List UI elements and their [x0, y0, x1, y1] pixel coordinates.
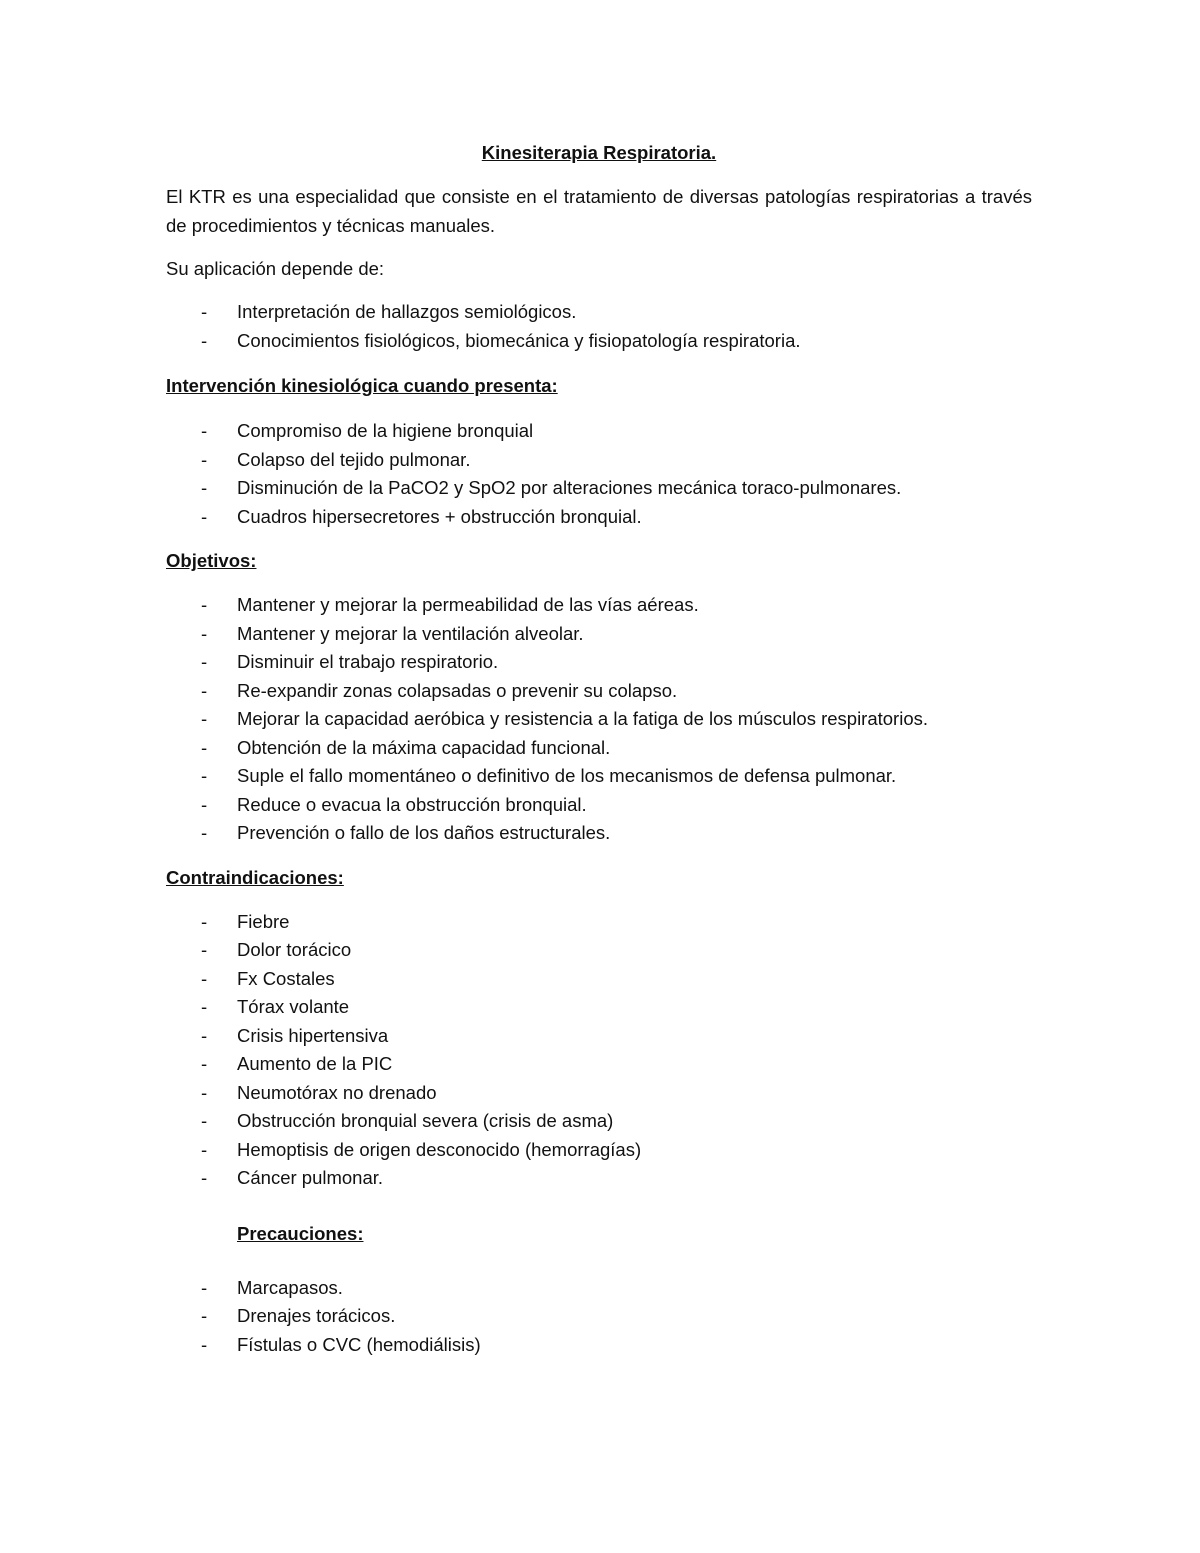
document-title: Kinesiterapia Respiratoria.: [481, 142, 717, 163]
list-item: [166, 417, 1032, 446]
dash-bullet: -: [201, 1110, 208, 1131]
dash-bullet: -: [201, 1276, 208, 1298]
list-item: [166, 327, 1032, 356]
list-item-text: Cáncer pulmonar.: [237, 1167, 384, 1188]
dash-bullet: -: [201, 939, 208, 960]
list-item-text: Mejorar la capacidad aeróbica y resistencia a la fatiga de los músculos respiratorios.: [237, 708, 929, 729]
dash-bullet: -: [201, 477, 208, 498]
dash-bullet: -: [201, 594, 208, 615]
list-item: [166, 1164, 1032, 1193]
document-page: [166, 138, 1032, 1359]
list-item-text: Interpretación de hallazgos semiológicos.: [237, 301, 577, 322]
list-item-text: Re-expandir zonas colapsadas o prevenir su colapso.: [237, 679, 678, 701]
list-item: [166, 993, 1032, 1022]
list-item-text: Drenajes torácicos.: [237, 1305, 396, 1326]
dash-bullet: -: [201, 505, 208, 527]
dash-bullet: -: [201, 301, 208, 322]
application-list: [166, 298, 1032, 355]
list-item: [166, 1022, 1032, 1051]
list-item-text: Dolor torácico: [237, 939, 352, 960]
list-item: [166, 298, 1032, 327]
dash-bullet: -: [201, 1138, 208, 1160]
list-item-text: Reduce o evacua la obstrucción bronquial.: [237, 793, 587, 815]
list-item: [166, 908, 1032, 937]
list-item: [166, 762, 1032, 791]
list-item: [166, 591, 1032, 620]
list-item: [166, 677, 1032, 706]
list-item-text: Compromiso de la higiene bronquial: [237, 420, 534, 441]
objectives-list: [166, 591, 1032, 848]
objectives-heading: Objetivos:: [166, 550, 257, 571]
list-item: [166, 936, 1032, 965]
precautions-heading: Precauciones:: [237, 1222, 364, 1244]
list-item-text: Prevención o fallo de los daños estructurales.: [237, 822, 611, 843]
list-item-text: Suple el fallo momentáneo o definitivo de los mecanismos de defensa pulmonar.: [237, 765, 897, 786]
list-item: [166, 791, 1032, 820]
list-item-text: Fiebre: [237, 910, 290, 932]
dash-bullet: -: [201, 910, 208, 932]
list-item: [166, 446, 1032, 475]
list-item-text: Obtención de la máxima capacidad funcional.: [237, 736, 611, 758]
intervention-heading: Intervención kinesiológica cuando presenta:: [166, 375, 558, 396]
precautions-list: [166, 1274, 1032, 1360]
dash-bullet: -: [201, 622, 208, 644]
dash-bullet: -: [201, 1305, 208, 1326]
dash-bullet: -: [201, 329, 208, 351]
list-item: [166, 1050, 1032, 1079]
list-item-text: Mantener y mejorar la permeabilidad de las vías aéreas.: [237, 594, 699, 615]
list-item-text: Tórax volante: [237, 996, 350, 1017]
contraindications-list: [166, 908, 1032, 1193]
list-item-text: Disminuir el trabajo respiratorio.: [237, 651, 499, 672]
list-item: [166, 474, 1032, 503]
dash-bullet: -: [201, 793, 208, 815]
dash-bullet: -: [201, 967, 208, 989]
list-item: [166, 620, 1032, 649]
dash-bullet: -: [201, 420, 208, 441]
list-item: [166, 705, 1032, 734]
list-item-text: Neumotórax no drenado: [237, 1081, 437, 1103]
list-item-text: Aumento de la PIC: [237, 1053, 393, 1074]
list-item: [166, 1079, 1032, 1108]
dash-bullet: -: [201, 765, 208, 786]
dash-bullet: -: [201, 708, 208, 729]
intervention-list: [166, 417, 1032, 531]
dash-bullet: -: [201, 1167, 208, 1188]
list-item-text: Disminución de la PaCO2 y SpO2 por alteraciones mecánica toraco-pulmonares.: [237, 477, 902, 498]
list-item: [166, 734, 1032, 763]
list-item: [166, 648, 1032, 677]
dash-bullet: -: [201, 822, 208, 843]
list-item: [166, 1136, 1032, 1165]
list-item-text: Mantener y mejorar la ventilación alveolar.: [237, 622, 584, 644]
list-item: [166, 1107, 1032, 1136]
list-item-text: Crisis hipertensiva: [237, 1024, 389, 1046]
list-item-text: Colapso del tejido pulmonar.: [237, 448, 471, 470]
list-item-text: Cuadros hipersecretores + obstrucción bronquial.: [237, 505, 642, 527]
list-item-text: Fístulas o CVC (hemodiálisis): [237, 1333, 481, 1355]
list-item: [166, 1274, 1032, 1303]
list-item: [166, 503, 1032, 532]
list-item-text: Conocimientos fisiológicos, biomecánica y fisiopatología respiratoria.: [237, 329, 801, 351]
contraindications-heading: Contraindicaciones:: [166, 866, 344, 888]
dash-bullet: -: [201, 736, 208, 758]
dash-bullet: -: [201, 1053, 208, 1074]
list-item: [166, 965, 1032, 994]
list-item: [166, 819, 1032, 848]
dash-bullet: -: [201, 679, 208, 701]
application-intro: Su aplicación depende de:: [166, 258, 385, 279]
list-item: [166, 1331, 1032, 1360]
intro-paragraph: El KTR es una especialidad que consiste en el tratamiento de diversas patologías respiratorias a través de procedimientos y técnicas manuales.: [166, 186, 1032, 236]
dash-bullet: -: [201, 1024, 208, 1046]
list-item-text: Hemoptisis de origen desconocido (hemorragías): [237, 1138, 642, 1160]
dash-bullet: -: [201, 996, 208, 1017]
dash-bullet: -: [201, 1333, 208, 1355]
list-item-text: Marcapasos.: [237, 1276, 343, 1298]
dash-bullet: -: [201, 1081, 208, 1103]
dash-bullet: -: [201, 448, 208, 470]
dash-bullet: -: [201, 651, 208, 672]
list-item: [166, 1302, 1032, 1331]
list-item-text: Obstrucción bronquial severa (crisis de asma): [237, 1110, 614, 1131]
list-item-text: Fx Costales: [237, 967, 335, 989]
